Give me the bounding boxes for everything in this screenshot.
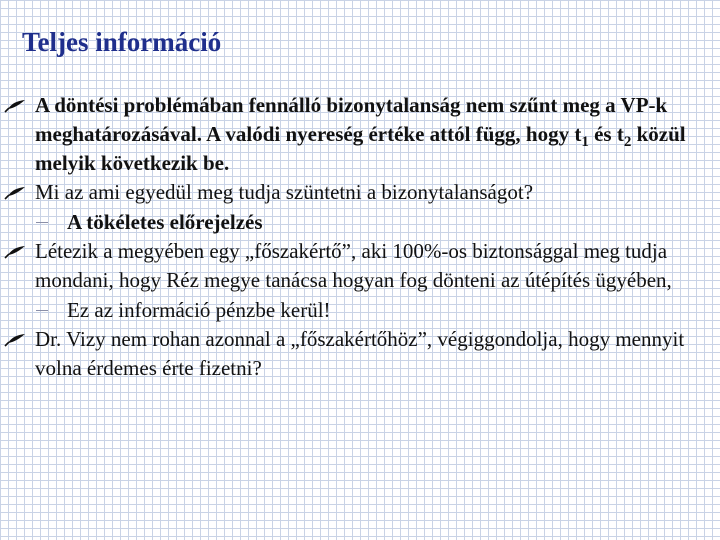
- bullet-2-text: Mi az ami egyedül meg tudja szüntetni a bizonytalanságot?: [35, 180, 534, 204]
- dash-icon: [36, 222, 48, 223]
- bullet-4-text: Dr. Vizy nem rohan azonnal a „főszakértőhöz”, végiggondolja, hogy mennyit volna érdemes érte fizetni?: [35, 327, 685, 380]
- bullet-item-2: [0, 178, 700, 207]
- sub-item-2-text: Ez az információ pénzbe kerül!: [67, 298, 331, 322]
- bullet-item-3: [0, 237, 700, 295]
- bullet-1-text-after: közül melyik következik be.: [35, 122, 686, 175]
- bullet-item-1: [0, 91, 700, 178]
- sub-item-1-text: A tökéletes előrejelzés: [67, 210, 263, 234]
- sub-item-1: [0, 207, 700, 237]
- bullet-3-text: Létezik a megyében egy „főszakértő”, aki 100%-os biztonsággal meg tudja mondani, hogy Réz megye tanácsa hogyan fog dönteni az útépítés ügyében,: [35, 239, 672, 292]
- bullet-1-text-middle: és t: [588, 122, 624, 146]
- feather-pen-icon: [4, 333, 26, 347]
- feather-pen-icon: [4, 186, 26, 200]
- feather-pen-icon: [4, 99, 26, 113]
- subscript-1: 1: [581, 134, 589, 151]
- slide-title: Teljes információ: [22, 27, 222, 57]
- feather-pen-icon: [4, 245, 26, 259]
- bullet-1-text-before: A döntési problémában fennálló bizonytalanság nem szűnt meg a VP-k meghatározásával. A valódi nyereség értéke attól függ, hogy t: [35, 93, 668, 146]
- bullet-item-4: [0, 325, 700, 383]
- slide-content: [0, 91, 700, 383]
- sub-item-2: [0, 295, 700, 325]
- dash-icon: [36, 310, 48, 311]
- subscript-2: 2: [623, 134, 632, 151]
